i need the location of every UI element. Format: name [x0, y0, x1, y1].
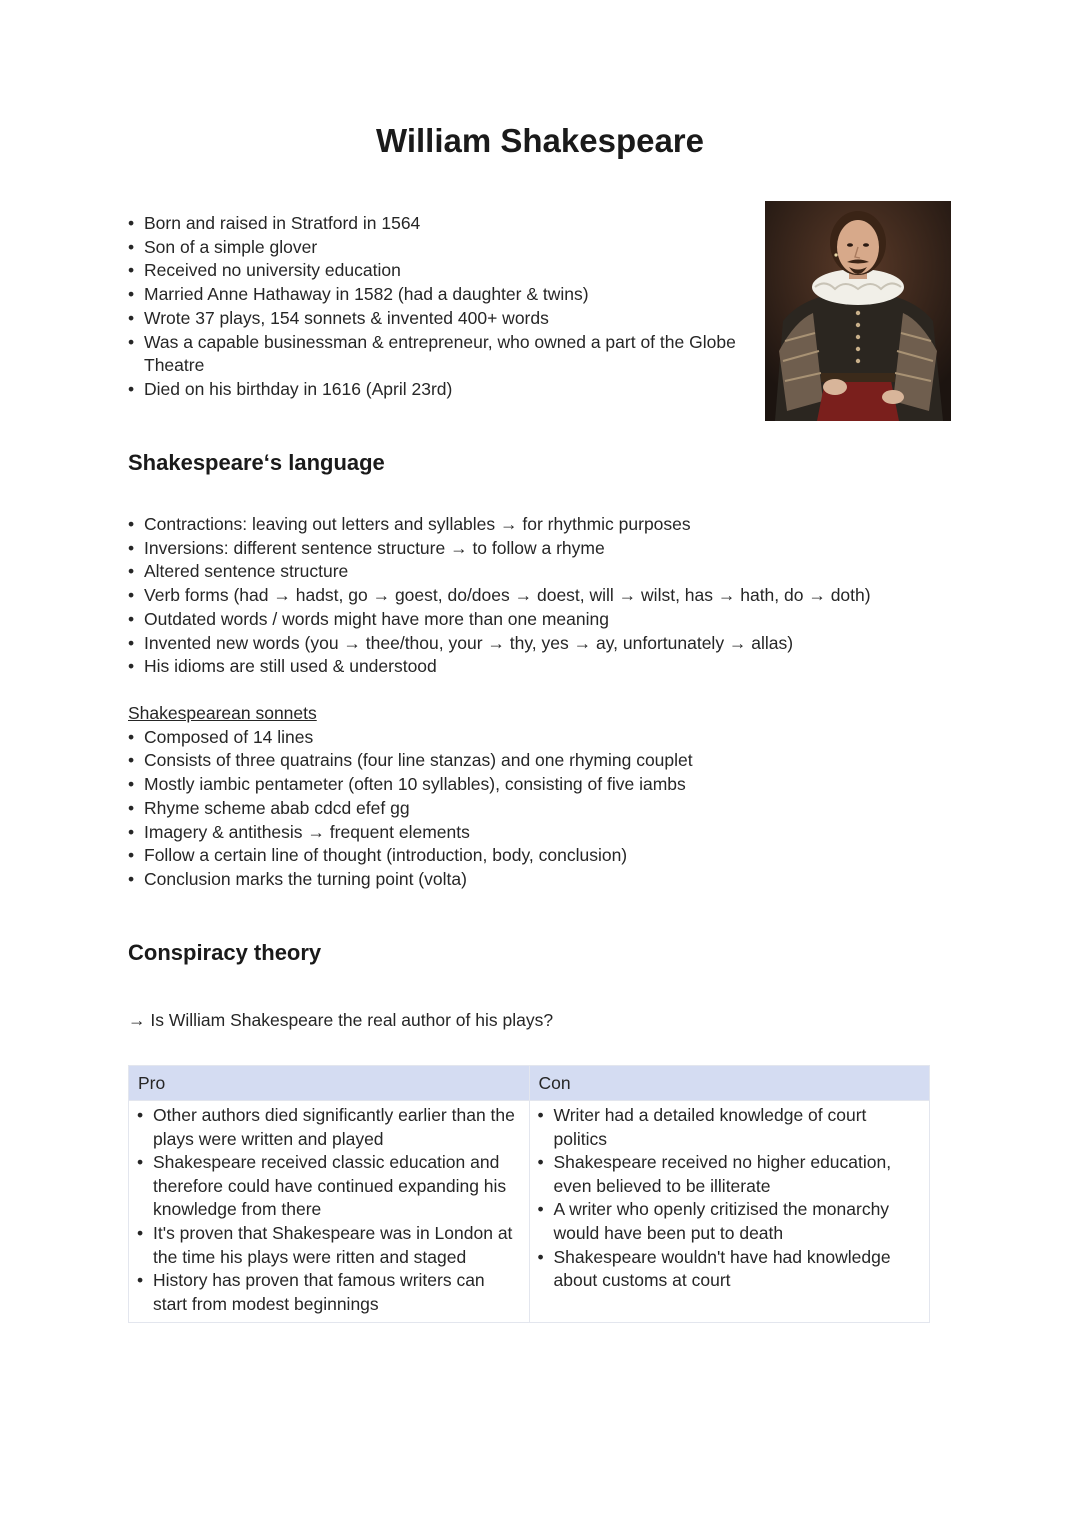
- table-row: [129, 1101, 930, 1323]
- con-list: [538, 1104, 922, 1293]
- pro-list: [137, 1104, 521, 1316]
- portrait-illustration: [765, 201, 951, 421]
- bio-item: • Married Anne Hathaway in 1582 (had a daughter & twins): [128, 283, 738, 307]
- sonnets-section: [128, 702, 948, 892]
- sonnets-item: • Imagery & antithesis → frequent elements: [128, 821, 948, 845]
- pro-item: • Other authors died significantly earlier than the plays were written and played: [137, 1104, 521, 1151]
- pro-con-table: [128, 1065, 930, 1323]
- pro-cell: [129, 1101, 530, 1323]
- sonnets-item: • Conclusion marks the turning point (volta): [128, 868, 948, 892]
- language-item: • Inversions: different sentence structure → to follow a rhyme: [128, 537, 948, 561]
- language-heading: Shakespeare‘s language: [128, 450, 385, 475]
- bio-list: [128, 212, 738, 402]
- sonnets-heading: Shakespearean sonnets: [128, 703, 317, 723]
- bio-item: • Born and raised in Stratford in 1564: [128, 212, 738, 236]
- con-item: • Shakespeare received no higher education, even believed to be illiterate: [538, 1151, 922, 1198]
- con-cell: [529, 1101, 930, 1323]
- bio-item: • Son of a simple glover: [128, 236, 738, 260]
- con-item: • Writer had a detailed knowledge of court politics: [538, 1104, 922, 1151]
- sonnets-item: • Mostly iambic pentameter (often 10 syllables), consisting of five iambs: [128, 773, 948, 797]
- language-item: • Invented new words (you → thee/thou, your → thy, yes → ay, unfortunately → allas): [128, 632, 948, 656]
- bio-item: • Was a capable businessman & entrepreneur, who owned a part of the Globe Theatre: [128, 331, 738, 378]
- pro-header: Pro: [129, 1066, 530, 1101]
- pro-item: • Shakespeare received classic education and therefore could have continued expanding his knowledge from there: [137, 1151, 521, 1222]
- con-item: • Shakespeare wouldn't have had knowledge about customs at court: [538, 1246, 922, 1293]
- pro-item: • History has proven that famous writers can start from modest beginnings: [137, 1269, 521, 1316]
- pro-item: • It's proven that Shakespeare was in London at the time his plays were ritten and staged: [137, 1222, 521, 1269]
- con-item: • A writer who openly critizised the monarchy would have been put to death: [538, 1198, 922, 1245]
- sonnets-item: • Follow a certain line of thought (introduction, body, conclusion): [128, 844, 948, 868]
- conspiracy-heading: Conspiracy theory: [128, 940, 322, 965]
- language-item: • His idioms are still used & understood: [128, 655, 948, 679]
- bio-item: • Died on his birthday in 1616 (April 23rd): [128, 378, 738, 402]
- language-item: • Contractions: leaving out letters and syllables → for rhythmic purposes: [128, 513, 948, 537]
- sonnets-item: • Rhyme scheme abab cdcd efef gg: [128, 797, 948, 821]
- bio-item: • Wrote 37 plays, 154 sonnets & invented 400+ words: [128, 307, 738, 331]
- page-title: William Shakespeare: [375, 122, 705, 159]
- sonnets-item: • Composed of 14 lines: [128, 726, 948, 750]
- language-list: [128, 513, 948, 679]
- table-header-row: [129, 1066, 930, 1101]
- bio-item: • Received no university education: [128, 259, 738, 283]
- sonnets-list: [128, 726, 948, 892]
- sonnets-item: • Consists of three quatrains (four line stanzas) and one rhyming couplet: [128, 749, 948, 773]
- shakespeare-portrait: [765, 201, 951, 421]
- con-header: Con: [529, 1066, 930, 1101]
- language-item: • Altered sentence structure: [128, 560, 948, 584]
- language-item: • Verb forms (had → hadst, go → goest, do/does → doest, will → wilst, has → hath, do → doth): [128, 584, 948, 608]
- language-item: • Outdated words / words might have more than one meaning: [128, 608, 948, 632]
- conspiracy-question: → Is William Shakespeare the real author of his plays?: [128, 1010, 554, 1030]
